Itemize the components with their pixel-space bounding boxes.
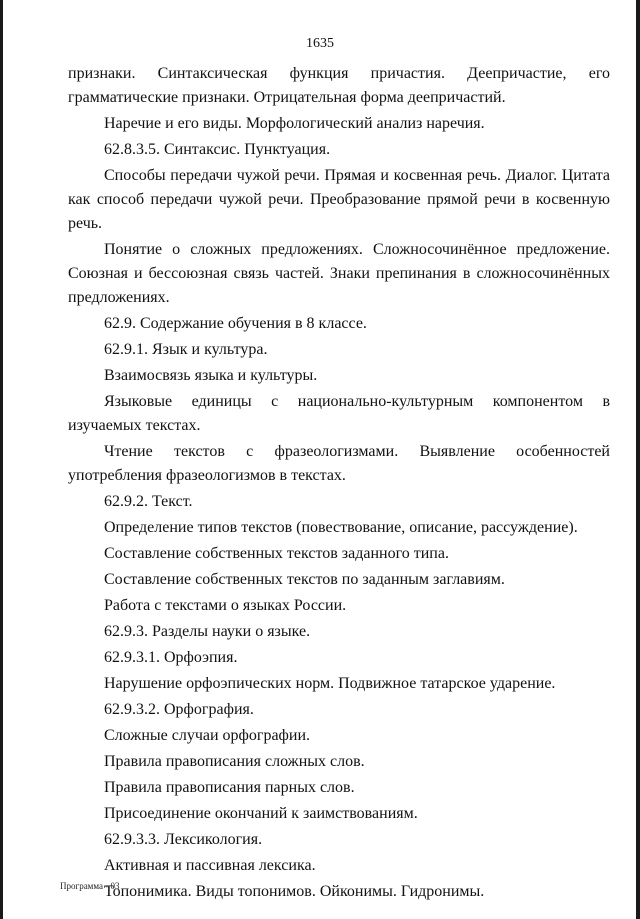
section-heading: 62.9.1. Язык и культура. bbox=[104, 341, 268, 358]
paragraph: Работа с текстами о языках России. bbox=[104, 597, 347, 614]
paragraph: Активная и пассивная лексика. bbox=[104, 857, 316, 874]
section-heading: 62.9.3.1. Орфоэпия. bbox=[104, 649, 238, 666]
paragraph: Наречие и его виды. Морфологический анализ наречия. bbox=[104, 115, 485, 132]
paragraph: Взаимосвязь языка и культуры. bbox=[104, 367, 318, 384]
paragraph: Чтение текстов с фразеологизмами. Выявление особенностей употребления фразеологизмов в текстах. bbox=[68, 443, 610, 484]
page-footer: Программа - 03 bbox=[60, 881, 120, 891]
scan-border-right bbox=[636, 0, 640, 919]
section-heading: 62.9. Содержание обучения в 8 классе. bbox=[104, 315, 367, 332]
paragraph: Понятие о сложных предложениях. Сложносочинённое предложение. Союзная и бессоюзная связь частей. Знаки препинания в сложносочинённых предложениях. bbox=[68, 241, 610, 306]
paragraph: Способы передачи чужой речи. Прямая и косвенная речь. Диалог. Цитата как способ передачи чужой речи. Преобразование прямой речи в косвенную речь. bbox=[68, 167, 610, 232]
paragraph: Сложные случаи орфографии. bbox=[104, 727, 311, 744]
section-heading: 62.9.3.3. Лексикология. bbox=[104, 831, 263, 848]
paragraph: Присоединение окончаний к заимствованиям. bbox=[104, 805, 418, 822]
section-heading: 62.8.3.5. Синтаксис. Пунктуация. bbox=[104, 141, 331, 158]
document-body bbox=[68, 62, 610, 906]
paragraph: Топонимика. Виды топонимов. Ойконимы. Гидронимы. bbox=[104, 883, 485, 900]
paragraph: Определение типов текстов (повествование, описание, рассуждение). bbox=[104, 519, 578, 536]
paragraph: Нарушение орфоэпических норм. Подвижное татарское ударение. bbox=[104, 675, 556, 692]
paragraph: Составление собственных текстов заданного типа. bbox=[104, 545, 449, 562]
scan-border-left bbox=[0, 0, 3, 919]
paragraph: Правила правописания парных слов. bbox=[104, 779, 355, 796]
paragraph: Правила правописания сложных слов. bbox=[104, 753, 365, 770]
section-heading: 62.9.2. Текст. bbox=[104, 493, 193, 510]
section-heading: 62.9.3. Разделы науки о языке. bbox=[104, 623, 311, 640]
paragraph: Составление собственных текстов по заданным заглавиям. bbox=[104, 571, 505, 588]
paragraph: Языковые единицы с национально-культурным компонентом в изучаемых текстах. bbox=[68, 393, 610, 434]
section-heading: 62.9.3.2. Орфография. bbox=[104, 701, 254, 718]
paragraph: признаки. Синтаксическая функция причастия. Деепричастие, его грамматические признаки. Отрицательная форма деепричастий. bbox=[68, 65, 610, 106]
page-number: 1635 bbox=[306, 36, 334, 51]
